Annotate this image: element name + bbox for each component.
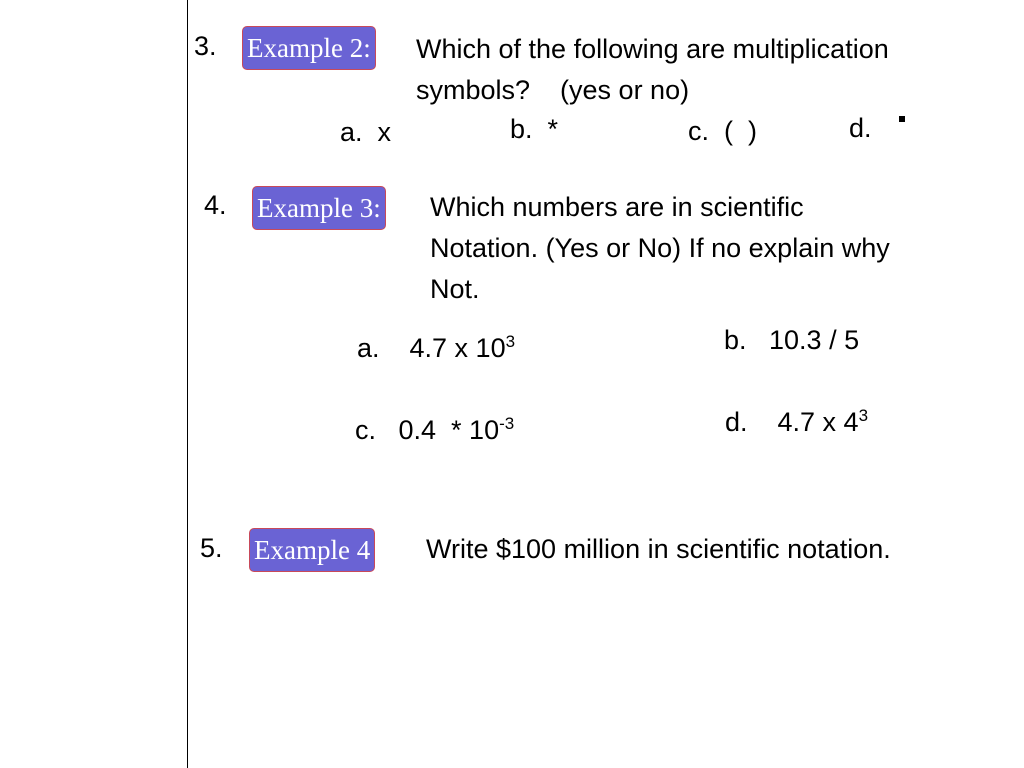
q4-number: 4. [204,190,227,220]
q4-option-b: b. 10.3 / 5 [724,325,860,355]
q4-option-a-exponent: 3 [505,332,516,351]
q5-question: Write $100 million in scientific notation. [426,534,891,564]
q3-option-d: d. [849,113,872,143]
q3-number: 3. [194,31,217,61]
vertical-divider-line [187,0,188,768]
q4-option-c-text: c. 0.4 * 10 [355,415,500,445]
q3-example-badge: Example 2: [242,26,376,70]
q4-question-line3: Not. [430,274,480,304]
q4-option-d-text: d. 4.7 x 4 [725,407,859,437]
q5-number: 5. [200,533,223,563]
q3-question-line2: symbols? (yes or no) [416,75,690,105]
q4-question-line2: Notation. (Yes or No) If no explain why [430,233,890,263]
q4-question-line1: Which numbers are in scientific [430,192,804,222]
q3-question-line1: Which of the following are multiplication [416,34,889,64]
q4-option-d-exponent: 3 [858,406,869,425]
q4-question [430,187,890,310]
q4-example-badge: Example 3: [252,186,386,230]
q4-option-a-text: a. 4.7 x 10 [357,333,506,363]
q5-example-badge: Example 4 [249,528,375,572]
q3-option-b: b. * [510,114,559,144]
q4-option-c-exponent: -3 [499,414,515,433]
q4-option-c [355,410,514,450]
q4-option-d [725,402,868,442]
q3-option-a: a. x [340,117,392,147]
q3-option-c: c. ( ) [688,116,757,146]
q3-question [416,29,889,111]
q3-multiplication-dot-symbol [899,116,905,122]
q4-option-a [357,328,515,368]
